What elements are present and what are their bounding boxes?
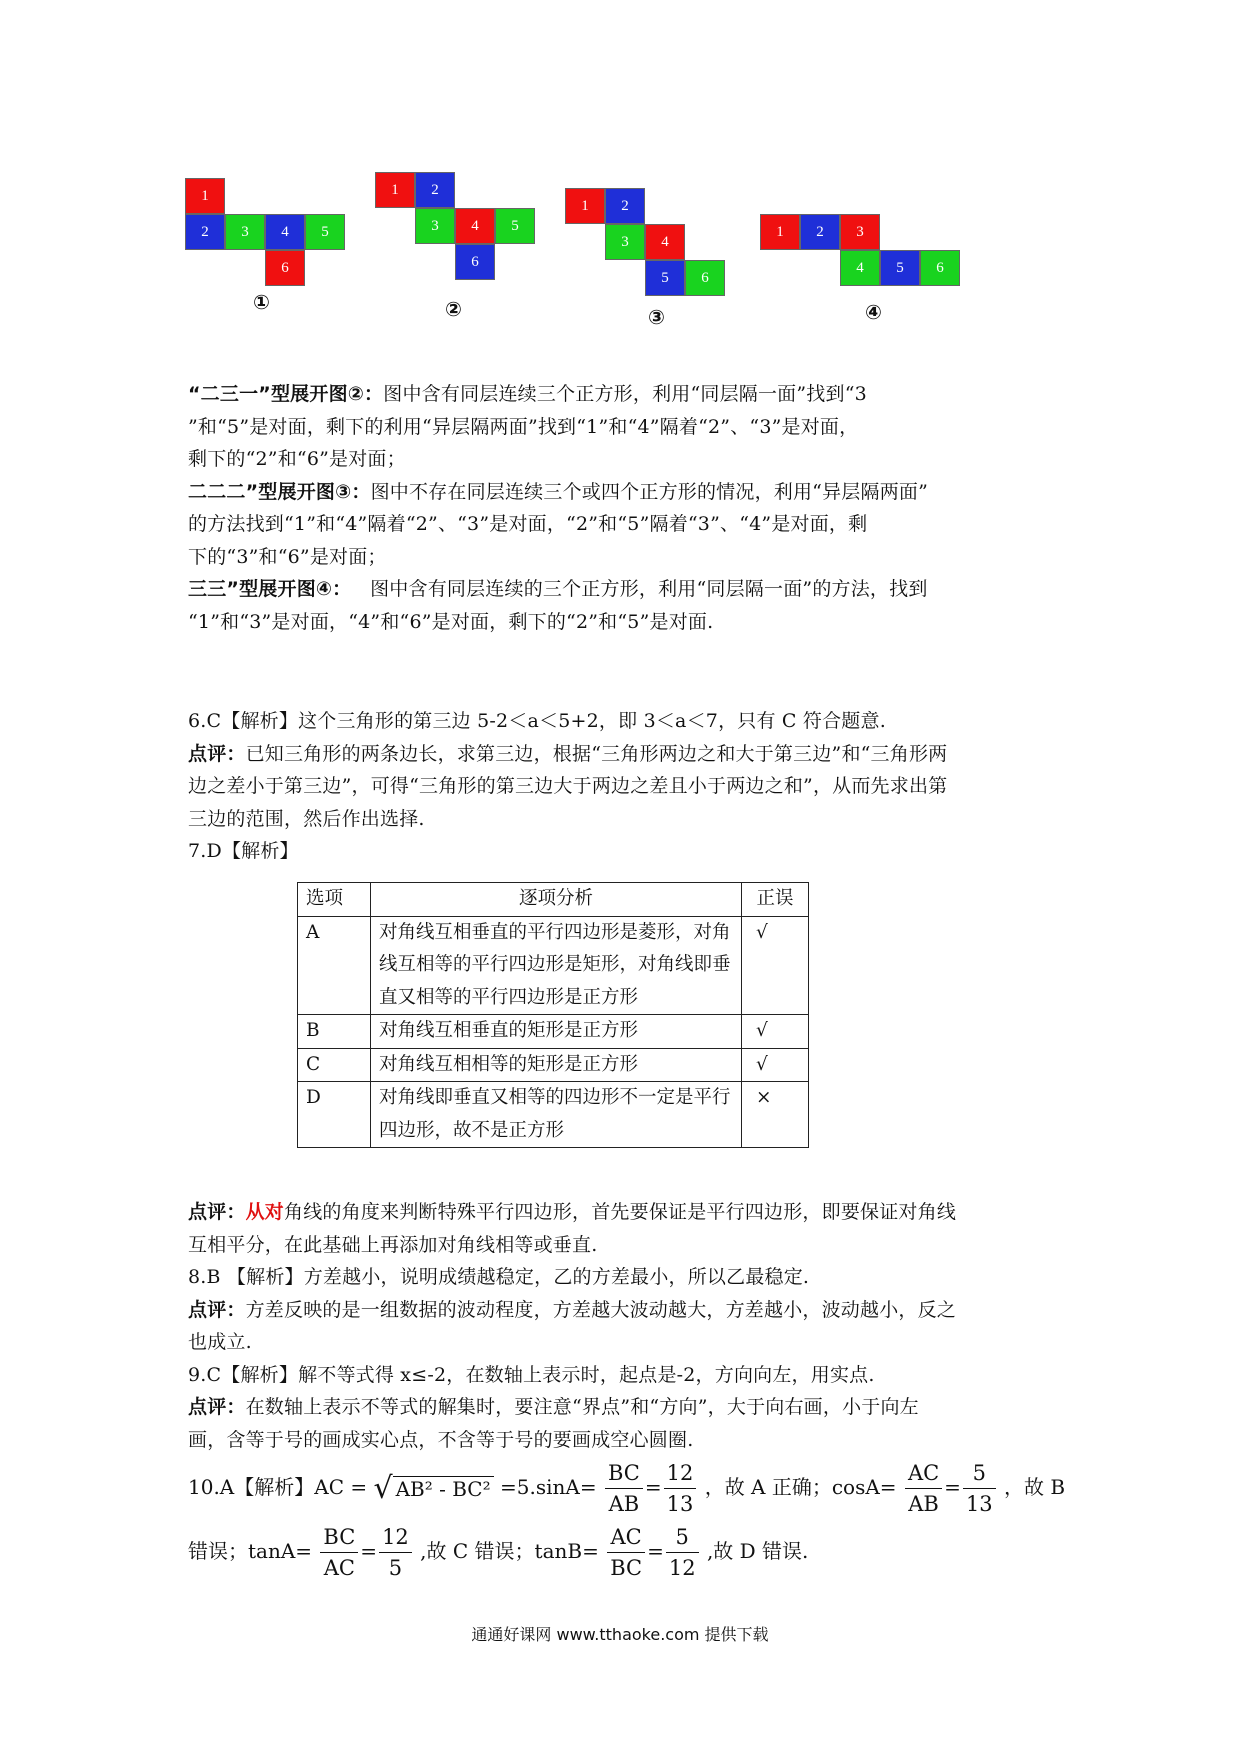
net2-label: ② bbox=[445, 297, 462, 321]
fraction-12-5 bbox=[379, 1522, 412, 1583]
q10-mid2: ,故 C 错误；tanB= bbox=[420, 1539, 599, 1563]
fraction-numerator: BC bbox=[320, 1522, 358, 1553]
table-row bbox=[298, 1082, 809, 1148]
section-23-heading: “二三一”型展开图②： bbox=[188, 383, 384, 405]
table-cell-mark: √ bbox=[742, 1015, 809, 1049]
table-cell-option: B bbox=[298, 1015, 371, 1049]
net3-square-4: 4 bbox=[645, 224, 685, 260]
table-cell-option: A bbox=[298, 916, 371, 1015]
q10-end1: ，故 B bbox=[1004, 1475, 1066, 1499]
net4-square-6: 6 bbox=[920, 250, 960, 286]
fraction-5-13 bbox=[963, 1458, 996, 1519]
table-cell-option: C bbox=[298, 1048, 371, 1082]
section-33-heading: 三三”型展开图④： bbox=[188, 578, 352, 600]
net1-square-6: 6 bbox=[265, 250, 305, 286]
q9-comment-line2: 画，含等于号的画成实心点，不含等于号的要画成空心圆圈. bbox=[188, 1428, 694, 1451]
net3-square-5: 5 bbox=[645, 260, 685, 296]
q8-answer: 8.B 【解析】方差越小，说明成绩越稳定，乙的方差最小，所以乙最稳定. bbox=[188, 1266, 810, 1288]
section-222-heading: 二二二”型展开图③： bbox=[188, 480, 371, 503]
q10-end2: ,故 D 错误. bbox=[706, 1539, 809, 1563]
net4-square-5: 5 bbox=[880, 250, 920, 286]
fraction-numerator: 12 bbox=[379, 1522, 412, 1553]
table-header-row bbox=[298, 883, 809, 917]
q9-answer: 9.C【解析】解不等式得 x≤-2，在数轴上表示时，起点是-2，方向向左，用实点. bbox=[188, 1363, 875, 1386]
q10-prefix: 10.A【解析】AC = bbox=[188, 1475, 368, 1499]
question-6-section bbox=[188, 705, 1058, 868]
fraction-ac-bc bbox=[607, 1522, 645, 1583]
net2-square-3: 3 bbox=[415, 208, 455, 244]
fraction-denominator: BC bbox=[610, 1556, 643, 1580]
questions-7-9-section bbox=[188, 1196, 1058, 1456]
net1-square-5: 5 bbox=[305, 214, 345, 250]
cube-nets-figure bbox=[185, 170, 985, 340]
q10-after-sqrt: =5.sinA= bbox=[500, 1475, 597, 1499]
net4-square-4: 4 bbox=[840, 250, 880, 286]
fraction-12-13 bbox=[664, 1458, 697, 1519]
q6-comment-line1: 已知三角形的两条边长，求第三边，根据“三角形两边之和大于第三边”和“三角形两 bbox=[245, 742, 948, 765]
table-cell-analysis: 对角线互相垂直的平行四边形是菱形，对角线互相等的平行四边形是矩形，对角线即垂直又相等的平行四边形是正方形 bbox=[371, 916, 742, 1015]
fraction-denominator: 13 bbox=[666, 1492, 694, 1516]
fraction-bc-ab bbox=[605, 1458, 643, 1519]
net4-square-3: 3 bbox=[840, 214, 880, 250]
q10-mid1: ，故 A 正确；cosA= bbox=[704, 1475, 897, 1499]
q6-comment-label: 点评： bbox=[188, 742, 246, 765]
q10-line2: 错误；tanA= $\frac{BC}{AC}$ = $\frac{12}{5}$ ,故 C 错误；tanB= $\frac{AC}{BC}$ = $\frac{5}{12}$ ,故 D 错误. bbox=[188, 1522, 808, 1583]
fraction-numerator: 5 bbox=[666, 1522, 699, 1553]
q6-comment-line3: 三边的范围，然后作出选择. bbox=[188, 807, 425, 830]
sqrt-radical-icon: √ bbox=[373, 1471, 393, 1506]
net3-square-1: 1 bbox=[565, 188, 605, 224]
net2-square-1: 1 bbox=[375, 172, 415, 208]
q7-analysis-table bbox=[297, 882, 809, 1148]
net3-square-6: 6 bbox=[685, 260, 725, 296]
q6-comment-line2: 边之差小于第三边”，可得“三角形的第三边大于两边之差且小于两边之和”，从而先求出第 bbox=[188, 775, 948, 797]
sqrt-expression bbox=[373, 1471, 493, 1506]
net3-square-3: 3 bbox=[605, 224, 645, 260]
page-footer: 通通好课网 www.tthaoke.com 提供下载 bbox=[471, 1625, 769, 1644]
net2-square-4: 4 bbox=[455, 208, 495, 244]
net3-label: ③ bbox=[648, 305, 665, 329]
table-row bbox=[298, 1015, 809, 1049]
net-types-section bbox=[188, 378, 1058, 638]
table-cell-mark: × bbox=[742, 1082, 809, 1148]
fraction-ac-ab bbox=[905, 1458, 942, 1519]
fraction-denominator: 12 bbox=[668, 1556, 696, 1580]
section-23-line3: 剩下的“2”和“6”是对面； bbox=[188, 448, 406, 470]
q6-answer: 6.C【解析】这个三角形的第三边 5-2＜a＜5+2，即 3＜a＜7，只有 C 符合题意. bbox=[188, 710, 886, 732]
table-header-analysis: 逐项分析 bbox=[371, 883, 742, 917]
fraction-numerator: 5 bbox=[963, 1458, 996, 1489]
fraction-numerator: 12 bbox=[664, 1458, 697, 1489]
net4-square-1: 1 bbox=[760, 214, 800, 250]
table-cell-mark: √ bbox=[742, 1048, 809, 1082]
net3-square-2: 2 bbox=[605, 188, 645, 224]
table-cell-analysis: 对角线即垂直又相等的四边形不一定是平行四边形，故不是正方形 bbox=[371, 1082, 742, 1148]
q8-comment-label: 点评： bbox=[188, 1298, 246, 1321]
fraction-numerator: AC bbox=[905, 1458, 942, 1489]
q7-comment-label: 点评： bbox=[188, 1201, 246, 1223]
net1-square-1: 1 bbox=[185, 178, 225, 214]
q7-comment-line1: 角线的角度来判断特殊平行四边形，首先要保证是平行四边形，即要保证对角线 bbox=[284, 1201, 957, 1223]
net4-label: ④ bbox=[865, 300, 882, 324]
section-33-line1: 图中含有同层连续的三个正方形，利用“同层隔一面”的方法，找到 bbox=[370, 578, 928, 600]
q9-comment-label: 点评： bbox=[188, 1396, 246, 1418]
fraction-denominator: 5 bbox=[388, 1556, 403, 1580]
net2-square-5: 5 bbox=[495, 208, 535, 244]
table-cell-mark: √ bbox=[742, 916, 809, 1015]
q9-comment-line1: 在数轴上表示不等式的解集时，要注意“界点”和“方向”，大于向右画，小于向左 bbox=[245, 1396, 919, 1418]
section-222-line1: 图中不存在同层连续三个或四个正方形的情况，利用“异层隔两面” bbox=[370, 480, 929, 503]
net2-square-6: 6 bbox=[455, 244, 495, 280]
sqrt-content: AB² - BC² bbox=[393, 1476, 494, 1501]
q7-comment-red: 从对 bbox=[245, 1201, 285, 1223]
fraction-numerator: AC bbox=[607, 1522, 645, 1553]
net1-square-2: 2 bbox=[185, 214, 225, 250]
q8-comment-line2: 也成立. bbox=[188, 1331, 252, 1353]
table-row bbox=[298, 1048, 809, 1082]
net2-square-2: 2 bbox=[415, 172, 455, 208]
net4-square-2: 2 bbox=[800, 214, 840, 250]
table-header-option: 选项 bbox=[298, 883, 371, 917]
q10-line1: 10.A【解析】AC = √ AB² - BC² =5.sinA= $\frac{BC}{AB}$ = $\frac{12}{13}$ ，故 A 正确；cosA= $\frac{AC}{AB}$ = $\frac{5}{13}$ ，故 B bbox=[188, 1458, 1065, 1519]
section-23-line1: 图中含有同层连续三个正方形，利用“同层隔一面”找到“3 bbox=[383, 383, 867, 405]
table-row bbox=[298, 916, 809, 1015]
section-23-line2: ”和“5”是对面，剩下的利用“异层隔两面”找到“1”和“4”隔着“2”、“3”是对面， bbox=[188, 415, 859, 438]
fraction-bc-ac bbox=[320, 1522, 358, 1583]
net1-square-3: 3 bbox=[225, 214, 265, 250]
fraction-5-12 bbox=[666, 1522, 699, 1583]
net1-square-4: 4 bbox=[265, 214, 305, 250]
section-222-line2: 的方法找到“1”和“4”隔着“2”、“3”是对面，“2”和“5”隔着“3”、“4”是对面，剩 bbox=[188, 513, 868, 535]
fraction-denominator: AB bbox=[608, 1492, 640, 1516]
section-33-line2: “1”和“3”是对面，“4”和“6”是对面，剩下的“2”和“5”是对面. bbox=[188, 610, 714, 633]
q10-line2-prefix: 错误；tanA= bbox=[188, 1539, 313, 1563]
net1-label: ① bbox=[253, 290, 270, 314]
table-cell-option: D bbox=[298, 1082, 371, 1148]
q8-comment-line1: 方差反映的是一组数据的波动程度，方差越大波动越大，方差越小，波动越小，反之 bbox=[245, 1298, 957, 1321]
table-cell-analysis: 对角线互相相等的矩形是正方形 bbox=[371, 1048, 742, 1082]
q7-comment-line2: 互相平分，在此基础上再添加对角线相等或垂直. bbox=[188, 1233, 598, 1256]
fraction-denominator: AB bbox=[908, 1492, 939, 1516]
table-cell-analysis: 对角线互相垂直的矩形是正方形 bbox=[371, 1015, 742, 1049]
section-222-line3: 下的“3”和“6”是对面； bbox=[188, 545, 387, 568]
fraction-denominator: AC bbox=[323, 1556, 355, 1580]
table-header-correct: 正误 bbox=[742, 883, 809, 917]
fraction-denominator: 13 bbox=[965, 1492, 993, 1516]
q7-answer: 7.D【解析】 bbox=[188, 840, 299, 862]
fraction-numerator: BC bbox=[605, 1458, 643, 1489]
